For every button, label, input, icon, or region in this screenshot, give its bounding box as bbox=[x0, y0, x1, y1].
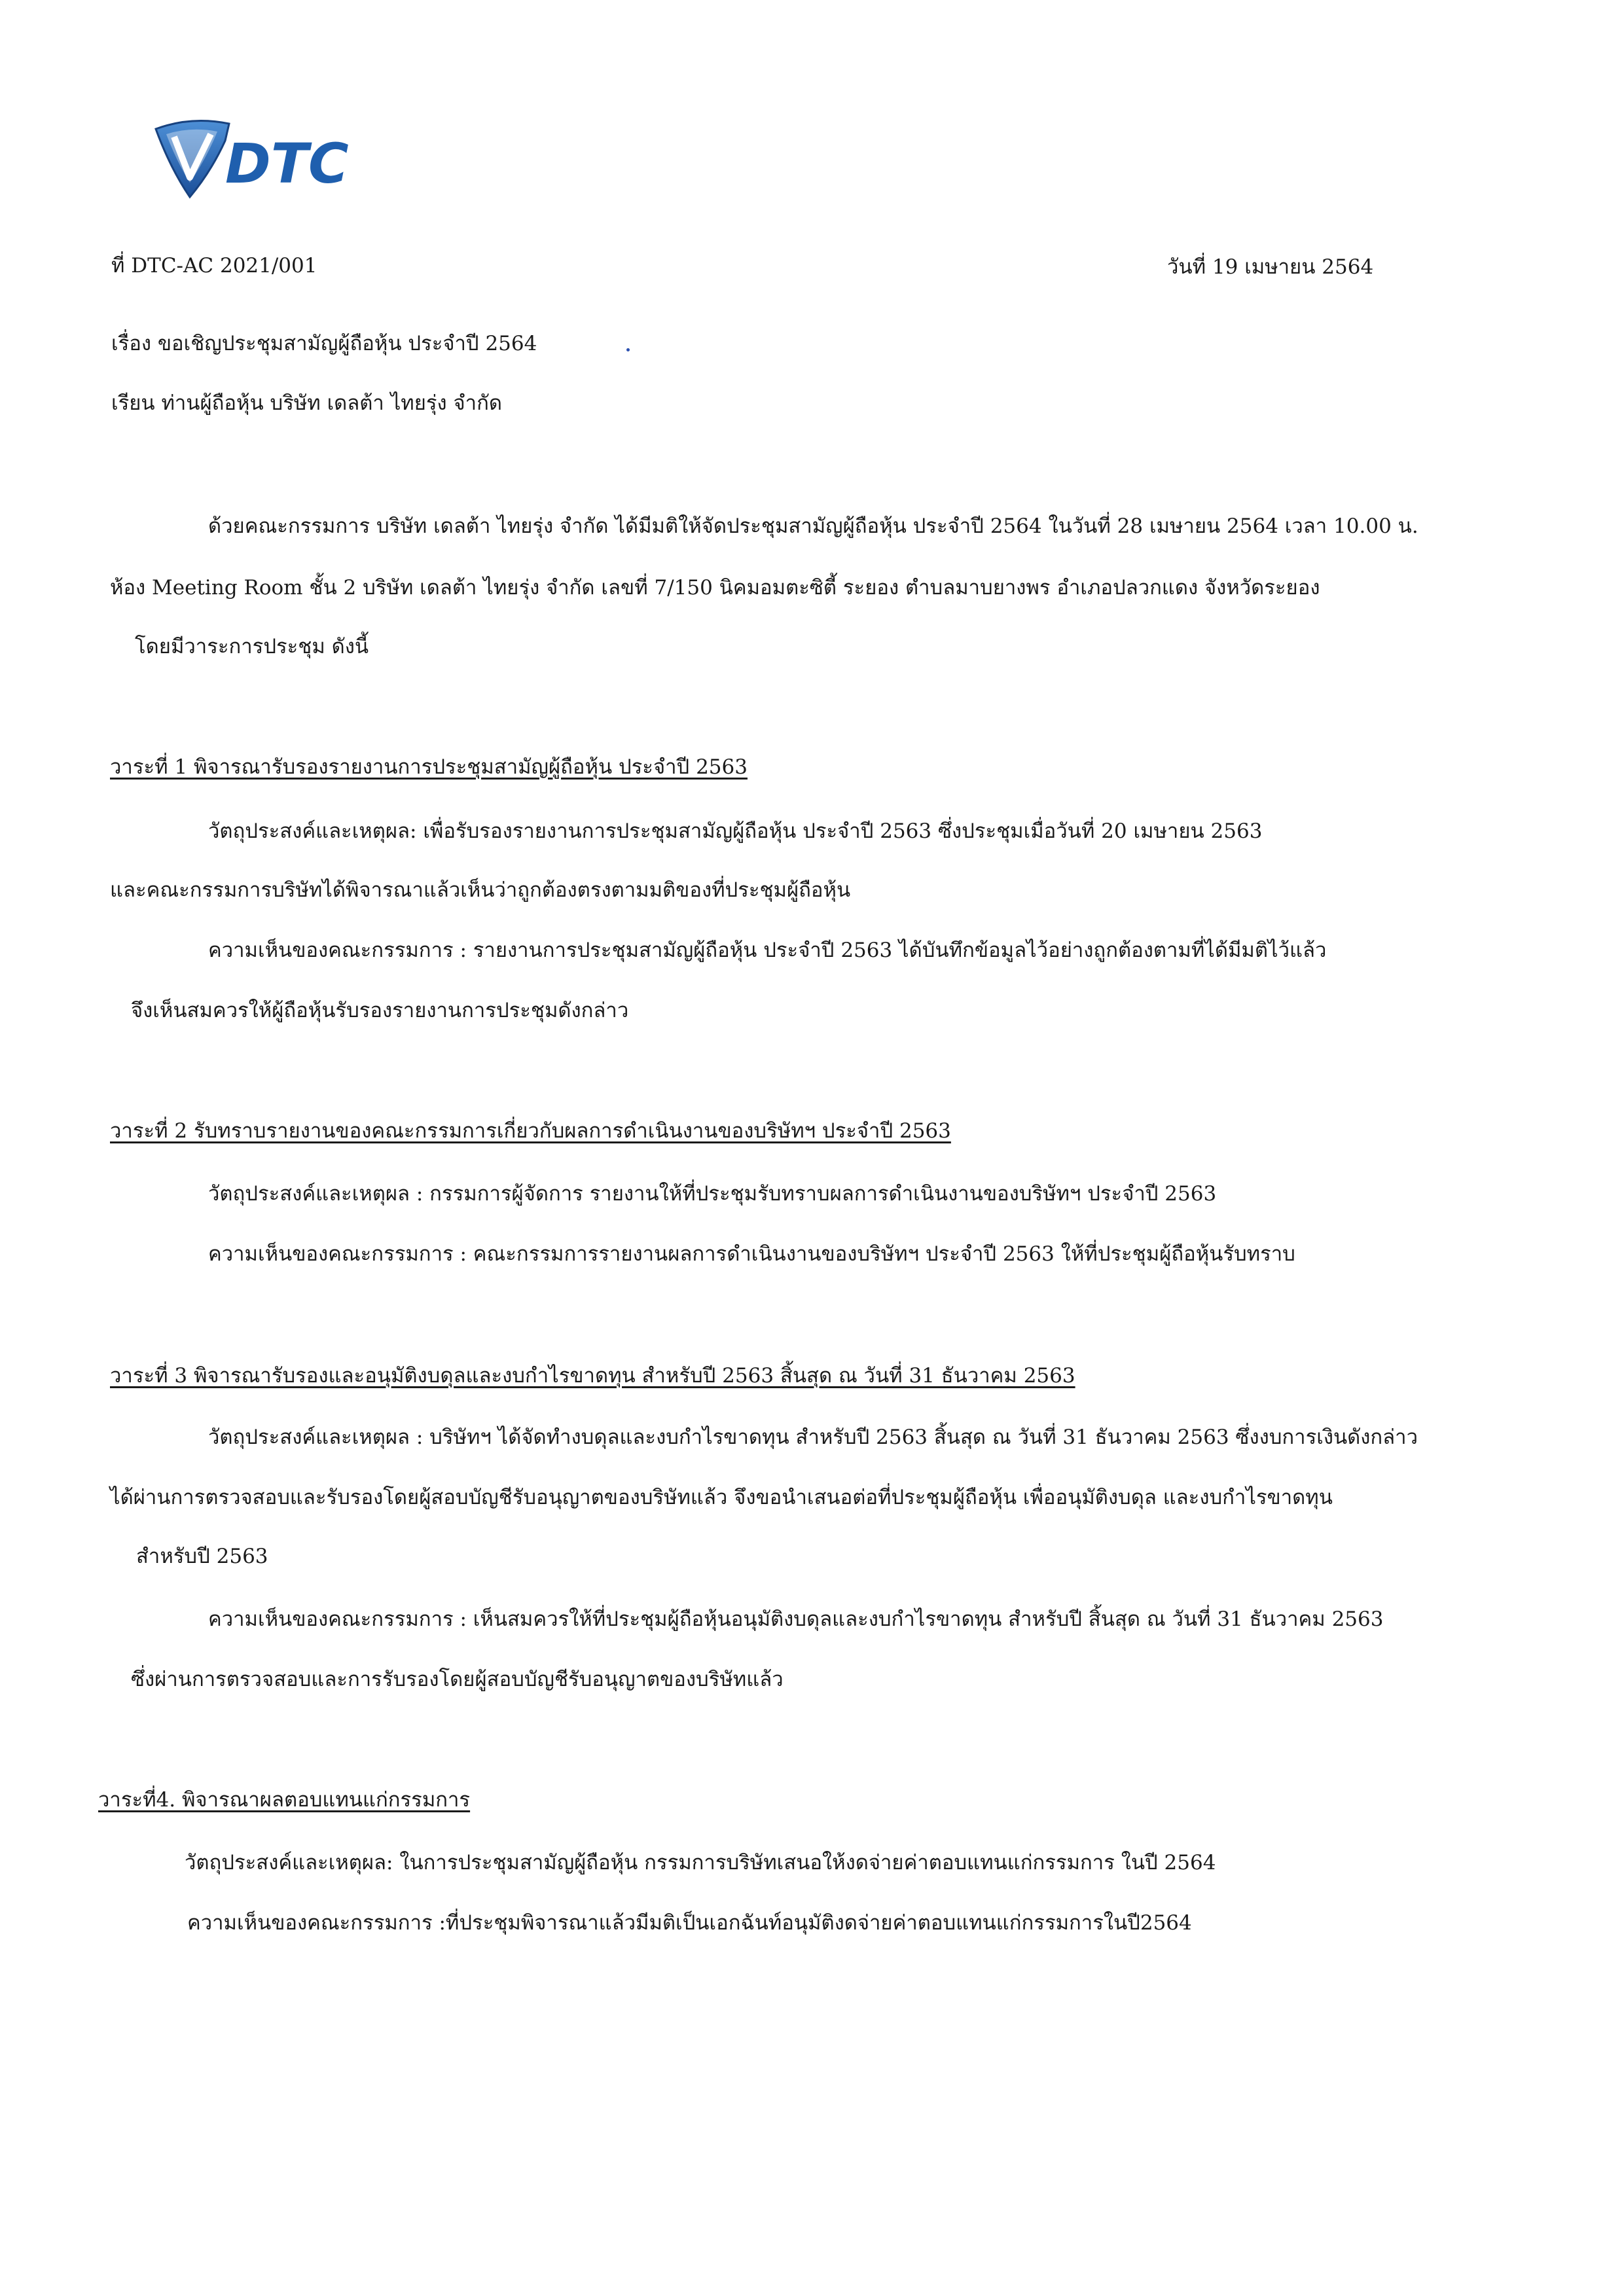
addressee-line: เรียน ท่านผู้ถือหุ้น บริษัท เดลต้า ไทยรุ่ง จำกัด bbox=[111, 391, 502, 415]
agenda-1-title: วาระที่ 1 พิจารณารับรองรายงานการประชุมสามัญผู้ถือหุ้น ประจำปี 2563 bbox=[110, 755, 748, 779]
agenda-1-line-3: ความเห็นของคณะกรรมการ : รายงานการประชุมสามัญผู้ถือหุ้น ประจำปี 2563 ได้บันทึกข้อมูลไว้อย่างถูกต้องตามที่ได้มีมติไว้แล้ว bbox=[208, 939, 1327, 962]
agenda-4-title: วาระที่4. พิจารณาผลตอบแทนแก่กรรมการ bbox=[98, 1788, 471, 1812]
agenda-1-line-2: และคณะกรรมการบริษัทได้พิจารณาแล้วเห็นว่าถูกต้องตรงตามมติของที่ประชุมผู้ถือหุ้น bbox=[110, 878, 851, 902]
agenda-3-line-2: ได้ผ่านการตรวจสอบและรับรองโดยผู้สอบบัญชีรับอนุญาตของบริษัทแล้ว จึงขอนำเสนอต่อที่ประชุมผู้ถือหุ้น เพื่ออนุมัติงบดุล และงบกำไรขาดทุน bbox=[110, 1486, 1333, 1509]
agenda-2-title: วาระที่ 2 รับทราบรายงานของคณะกรรมการเกี่ยวกับผลการดำเนินงานของบริษัทฯ ประจำปี 2563 bbox=[110, 1119, 951, 1143]
document-date: วันที่ 19 เมษายน 2564 bbox=[1167, 255, 1374, 279]
intro-line-2: ห้อง Meeting Room ชั้น 2 บริษัท เดลต้า ไทยรุ่ง จำกัด เลขที่ 7/150 นิคมอมตะซิตี้ ระยอง ตำบลมาบยางพร อำเภอปลวกแดง จังหวัดระยอง bbox=[110, 576, 1320, 600]
agenda-3-line-5: ซึ่งผ่านการตรวจสอบและการรับรองโดยผู้สอบบัญชีรับอนุญาตของบริษัทแล้ว bbox=[131, 1668, 784, 1691]
agenda-4-line-1: วัตถุประสงค์และเหตุผล: ในการประชุมสามัญผู้ถือหุ้น กรรมการบริษัทเสนอให้งดจ่ายค่าตอบแทนแก่กรรมการ ในปี 2564 bbox=[185, 1851, 1216, 1874]
agenda-3-title: วาระที่ 3 พิจารณารับรองและอนุมัติงบดุลและงบกำไรขาดทุน สำหรับปี 2563 สิ้นสุด ณ วันที่ 31 ธันวาคม 2563 bbox=[110, 1364, 1075, 1388]
intro-line-1: ด้วยคณะกรรมการ บริษัท เดลต้า ไทยรุ่ง จำกัด ได้มีมติให้จัดประชุมสามัญผู้ถือหุ้น ประจำปี 2564 ในวันที่ 28 เมษายน 2564 เวลา 10.00 น. bbox=[208, 514, 1418, 538]
agenda-2-line-2: ความเห็นของคณะกรรมการ : คณะกรรมการรายงานผลการดำเนินงานของบริษัทฯ ประจำปี 2563 ให้ที่ประชุมผู้ถือหุ้นรับทราบ bbox=[208, 1242, 1295, 1266]
logo-text: DTC bbox=[225, 132, 349, 196]
subject-line: เรื่อง ขอเชิญประชุมสามัญผู้ถือหุ้น ประจำปี 2564 bbox=[111, 332, 537, 355]
agenda-3-line-1: วัตถุประสงค์และเหตุผล : บริษัทฯ ได้จัดทำงบดุลและงบกำไรขาดทุน สำหรับปี 2563 สิ้นสุด ณ วันที่ 31 ธันวาคม 2563 ซึ่งงบการเงินดังกล่าว bbox=[208, 1426, 1418, 1449]
agenda-1-line-1: วัตถุประสงค์และเหตุผล: เพื่อรับรองรายงานการประชุมสามัญผู้ถือหุ้น ประจำปี 2563 ซึ่งประชุมเมื่อวันที่ 20 เมษายน 2563 bbox=[208, 819, 1263, 843]
agenda-3-line-3: สำหรับปี 2563 bbox=[136, 1545, 268, 1568]
agenda-3-line-4: ความเห็นของคณะกรรมการ : เห็นสมควรให้ที่ประชุมผู้ถือหุ้นอนุมัติงบดุลและงบกำไรขาดทุน สำหรับปี สิ้นสุด ณ วันที่ 31 ธันวาคม 2563 bbox=[208, 1607, 1384, 1631]
scan-speck bbox=[626, 348, 630, 351]
agenda-2-line-1: วัตถุประสงค์และเหตุผล : กรรมการผู้จัดการ รายงานให้ที่ประชุมรับทราบผลการดำเนินงานของบริษัทฯ ประจำปี 2563 bbox=[208, 1182, 1217, 1206]
agenda-1-line-4: จึงเห็นสมควรให้ผู้ถือหุ้นรับรองรายงานการประชุมดังกล่าว bbox=[131, 999, 629, 1022]
dtc-logo-icon bbox=[152, 115, 401, 203]
company-logo bbox=[152, 115, 401, 203]
document-reference: ที่ DTC-AC 2021/001 bbox=[111, 254, 317, 278]
intro-line-3: โดยมีวาระการประชุม ดังนี้ bbox=[135, 635, 369, 658]
agenda-4-line-2: ความเห็นของคณะกรรมการ :ที่ประชุมพิจารณาแล้วมีมติเป็นเอกฉันท์อนุมัติงดจ่ายค่าตอบแทนแก่กรรมการในปี2564 bbox=[187, 1911, 1192, 1935]
